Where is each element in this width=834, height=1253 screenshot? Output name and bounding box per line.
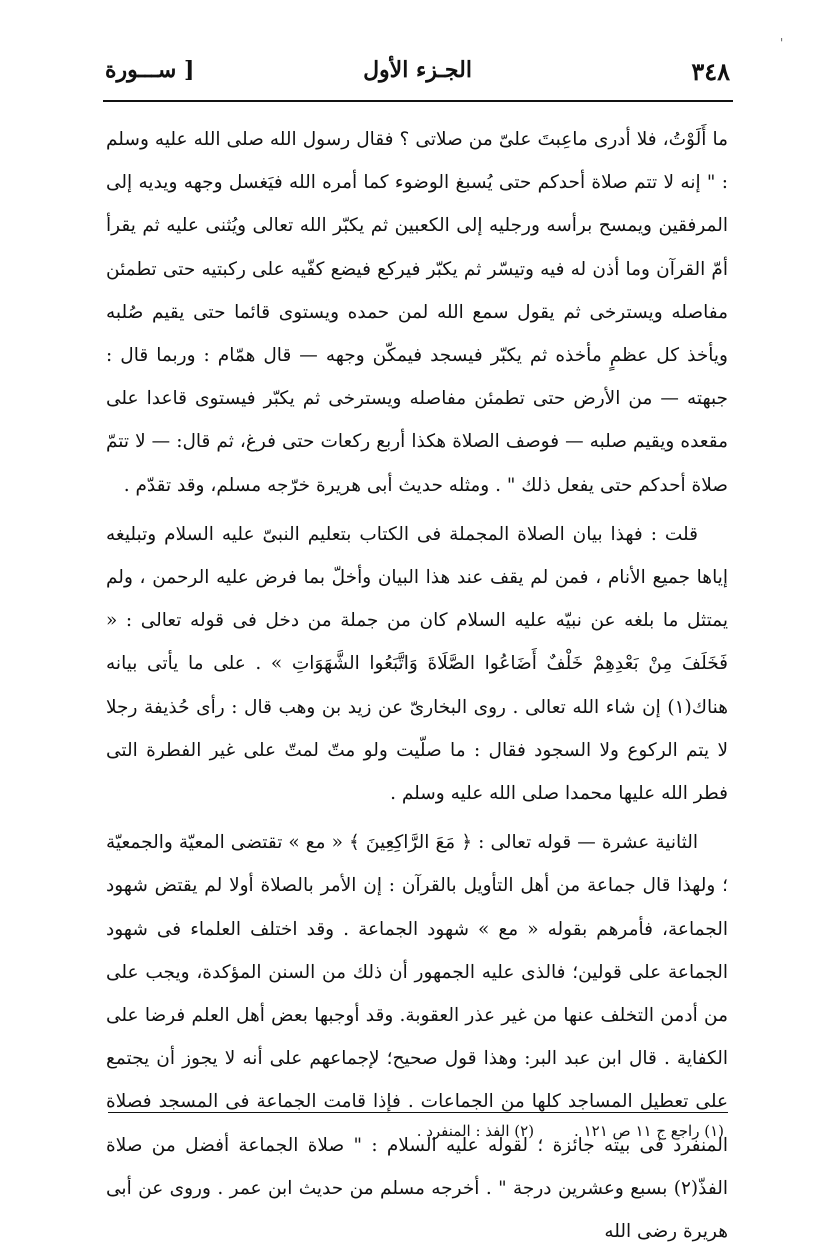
page-number: ٣٤٨: [691, 57, 730, 86]
footnote-rule: [108, 1112, 728, 1113]
paragraph-3: الثانية عشرة — قوله تعالى : ﴿ مَعَ الرَّاكِعِينَ ﴾ « مع » تقتضى المعيّة والجمعيّة ؛ ولهذا قال جماعة من أهل التأويل بالقرآن : إن الأمر بالصلاة أولا لم يقتض شهود الجماعة، فأمرهم بقوله « مع » شهود الجماعة . وقد اختلف العلماء فى شهود الجماعة على قولين؛ فالذى عليه الجمهور أن ذلك من السنن المؤكدة، ويجب على من أدمن التخلف عنها من غير عذر العقوبة. وقد أوجبها بعض أهل العلم فرضا على الكفاية . قال ابن عبد البر: وهذا قول صحيح؛ لإجماعهم على أنه لا يجوز أن يجتمع على تعطيل المساجد كلها من الجماعات . فإذا قامت الجماعة فى المسجد فصلاة المنفرد فى بيته جائزة ؛ لقوله عليه السلام : " صلاة الجماعة أفضل من صلاة الفذّ(٢) بسبع وعشرين درجة " . أخرجه مسلم من حديث ابن عمر . وروى عن أبى هريرة رضى الله: [106, 832, 728, 1243]
surah-label: [ ســـورة: [105, 57, 195, 83]
corner-mark: ': [780, 36, 784, 50]
paragraph-2: قلت : فهذا بيان الصلاة المجملة فى الكتاب بتعليم النبىّ عليه السلام وتبليغه إياها جميع الأنام ، فمن لم يقف عند هذا البيان وأخلّ بما فرض عليه الرحمن ، ولم يمتثل ما بلغه عن نبيّه عليه السلام كان من جملة من دخل فى قوله تعالى : « فَخَلَفَ مِنْ بَعْدِهِمْ خَلْفٌ أَضَاعُوا الصَّلَاةَ وَاتَّبَعُوا الشَّهَوَاتِ » . على ما يأتى بيانه هناك(١) إن شاء الله تعالى . روى البخارىّ عن زيد بن وهب قال : رأى حُذيفة رجلا لا يتم الركوع ولا السجود فقال : ما صلّيت ولو متّ لمتّ على غير الفطرة التى فطر الله عليها محمدا صلى الله عليه وسلم .: [106, 523, 728, 805]
footnotes: [124, 1122, 724, 1140]
paragraph-1: ما أَلَوْتُ، فلا أدرى ماعِبتَ علىّ من صلاتى ؟ فقال رسول الله صلى الله عليه وسلم : " إنه لا تتم صلاة أحدكم حتى يُسبغ الوضوء كما أمره الله فيَغسل وجهه ويديه إلى المرفقين ويمسح برأسه ورجليه إلى الكعبين ثم يكبّر الله تعالى ويُثنى عليه ثم يقرأ أمّ القرآن وما أذن له فيه وتيسّر ثم يكبّر فيركع فيضع كفّيه على ركبتيه حتى تطمئن مفاصله ويسترخى ثم يقول سمع الله لمن حمده ويستوى قائما حتى يقيم صُلبه ويأخذ كل عظمٍ مأخذه ثم يكبّر فيسجد فيمكّن وجهه — قال همّام : وربما قال : جبهته — من الأرض حتى تطمئن مفاصله ويسترخى ثم يكبّر فيستوى قاعدا على مقعده ويقيم صلبه — فوصف الصلاة هكذا أربع ركعات حتى فرغ، ثم قال: — لا تتمّ صلاة أحدكم حتى يفعل ذلك " . ومثله حديث أبى هريرة خرّجه مسلم، وقد تقدّم .: [106, 129, 728, 496]
header-rule: [103, 100, 733, 102]
footnote-1: (١) راجع ج ١١ ص ١٢١ .: [574, 1122, 724, 1140]
page-header: [105, 55, 730, 95]
footnote-2: (٢) الفذ : المنفرد .: [416, 1122, 535, 1140]
body-text: [106, 118, 728, 1253]
running-title: الجـزء الأول: [363, 57, 472, 83]
